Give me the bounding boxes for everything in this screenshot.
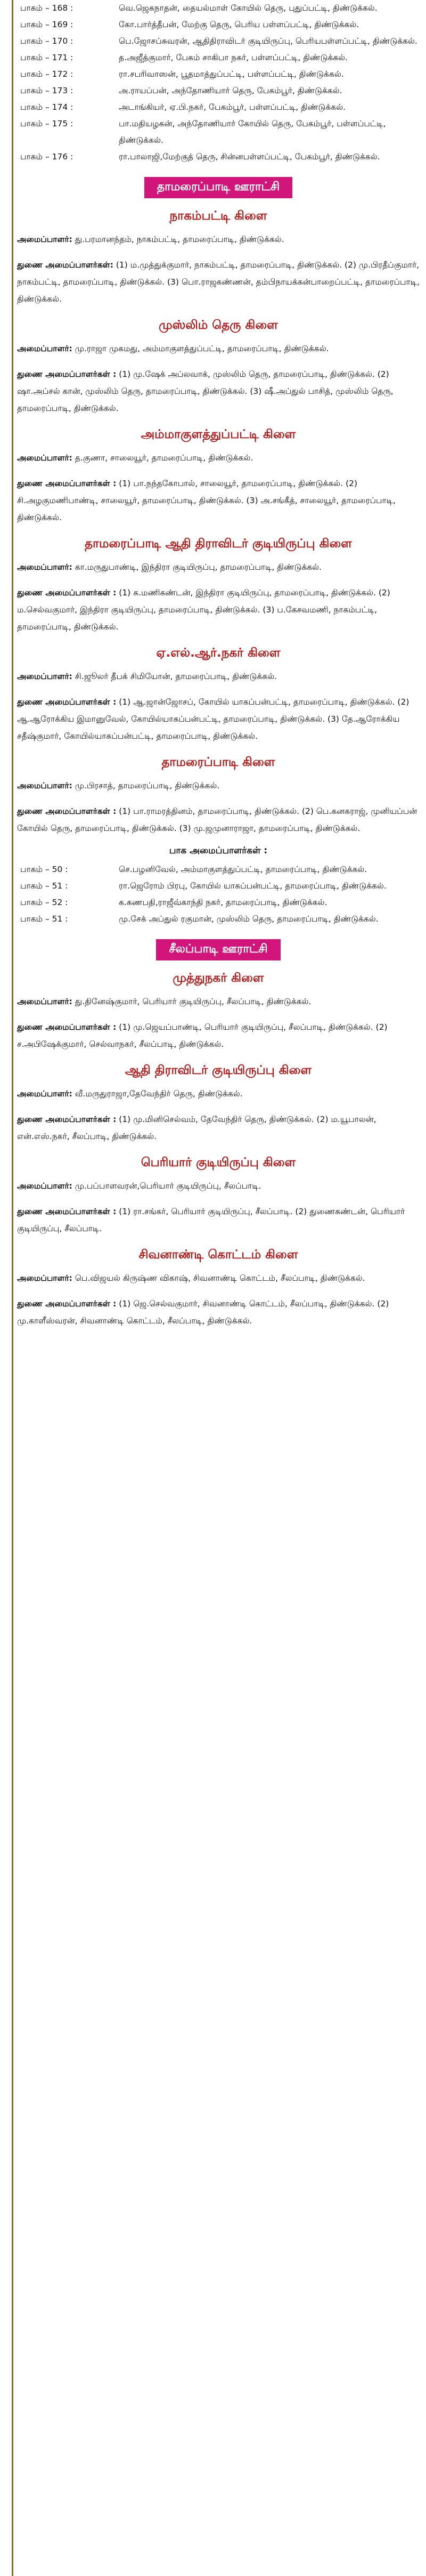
booth-label: பாகம் – 171 : xyxy=(20,53,73,62)
booth-text: செ.பழனிவேல், அம்மாகுளத்துப்பட்டி, தாமரைப்பாடி, திண்டுக்கல். xyxy=(119,865,367,874)
deputy-label: துணை அமைப்பாளர்கள் : xyxy=(17,1115,117,1124)
deputy-text: (1) பா.நந்தகோபால், சாலையூர், தாமரைப்பாடி, திண்டுக்கல். (2) சி.அழகுமணிபாண்டி, சாலையூர், தாமரைப்பாடி, திண்டுக்கல். (3) அ.சங்கீத், சாலையூர், தாமரைப்பாடி, திண்டுக்கல். xyxy=(17,479,396,522)
deputy-paragraph xyxy=(17,366,420,417)
organizer-label: அமைப்பாளர்: xyxy=(17,781,72,790)
booth-entry xyxy=(20,911,420,927)
booth-entry xyxy=(20,99,420,116)
booth-text: அ.ராயப்பன், அந்தோணியார் தெரு, பேகம்பூர், திண்டுக்கல். xyxy=(119,86,342,95)
deputy-text: (1) மு.ஜெயப்பாண்டி, பெரியார் குடியிருப்பு, சீலப்பாடி, திண்டுக்கல். (2) ச.அபிஷேக்குமார், செல்வாநகர், சீலப்பாடி, திண்டுக்கல். xyxy=(17,1022,388,1049)
booth-text: கோ.பார்த்தீபன், மேற்கு தெரு, பெரிய பள்ளப்பட்டி, திண்டுக்கல். xyxy=(119,20,359,29)
booth-label: பாகம் – 169 : xyxy=(20,20,73,29)
branch-heading: முஸ்லிம் தெரு கிளை xyxy=(159,318,278,332)
organizer-paragraph xyxy=(17,777,420,794)
deputy-paragraph xyxy=(17,584,420,635)
booth-text: பெ.ஜோசப்சுவரன், ஆதிதிராவிடர் குடியிருப்பு, பெரியபள்ளப்பட்டி, திண்டுக்கல். xyxy=(119,36,417,46)
booth-label: பாகம் – 175 : xyxy=(20,119,73,128)
booth-label: பாகம் – 50 : xyxy=(20,865,68,874)
booth-entry xyxy=(20,149,420,165)
booth-text: த.அஜீத்குமார், பேகம் சாகிபா நகர், பள்ளப்பட்டி, திண்டுக்கல். xyxy=(119,53,348,62)
booth-list-mid xyxy=(20,861,420,927)
deputy-paragraph xyxy=(17,1019,420,1053)
organizer-text: து.தினேஷ்குமார், பெரியார் குடியிருப்பு, சீலப்பாடி, திண்டுக்கல். xyxy=(72,997,312,1006)
deputy-label: துணை அமைப்பாளர்கள் : xyxy=(17,479,117,488)
branch-heading: பெரியார் குடியிருப்பு கிளை xyxy=(141,1156,296,1169)
booth-entry xyxy=(20,83,420,99)
deputy-paragraph xyxy=(17,1203,420,1237)
booth-entry xyxy=(20,116,420,149)
deputy-text: (1) மு.ஷேக் அப்லவாக், முஸ்லிம் தெரு, தாமரைப்பாடி, திண்டுக்கல். (2) ஷா.அப்சல் கான், முஸ்லிம் தெரு, தாமரைப்பாடி, திண்டுக்கல். (3) ஷீ.அப்துல் பாசித், முஸ்லிம் தெரு, தாமரைப்பாடி, திண்டுக்கல். xyxy=(17,369,394,413)
branch-heading: ஆதி திராவிடர் குடியிருப்பு கிளை xyxy=(125,1063,312,1077)
branch-section-2 xyxy=(17,971,420,1329)
organizer-label: அமைப்பாளர்: xyxy=(17,453,72,463)
booth-text: மு.சேக் அப்துல் ரகுமான், முஸ்லிம் தெரு, தாமரைப்பாடி, திண்டுக்கல். xyxy=(119,914,379,924)
organizer-label: அமைப்பாளர்: xyxy=(17,562,72,572)
deputy-label: துணை அமைப்பாளர்கள் : xyxy=(17,1299,117,1309)
organizer-text: வீ.மருதுராஜா,தேவேந்திர் தெரு, திண்டுக்கல். xyxy=(72,1089,243,1099)
organizer-text: து.பரமானந்தம், நாகம்பட்டி, தாமரைப்பாடி, திண்டுக்கல். xyxy=(72,235,284,244)
organizer-text: கா.மருதுபாண்டி, இந்திரா குடியிருப்பு, தாமரைப்பாடி, திண்டுக்கல். xyxy=(72,562,322,572)
booth-list-top xyxy=(20,0,420,165)
branch-heading: தாமரைப்பாடி ஆதி திராவிடர் குடியிருப்பு கிளை xyxy=(84,537,353,551)
deputy-label: துணை அமைப்பாளர்கள் : xyxy=(17,1022,117,1032)
deputy-text: (1) மு.மினிசெல்வம், தேவேந்திர் தெரு, திண்டுக்கல். (2) ம.யூபாலன், என்.எஸ்.நகர், சீலப்பாடி, திண்டுக்கல். xyxy=(17,1115,376,1141)
booth-label: பாகம் – 52 : xyxy=(20,898,68,907)
deputy-label: துணை அமைப்பாளர்கள்: xyxy=(17,260,113,270)
deputy-paragraph xyxy=(17,256,420,308)
booth-label: பாகம் – 168 : xyxy=(20,3,73,13)
organizer-label: அமைப்பாளர்: xyxy=(17,235,72,244)
organizer-paragraph xyxy=(17,559,420,576)
deputy-label: துணை அமைப்பாளர்கள் : xyxy=(17,369,117,379)
booth-entry xyxy=(20,0,420,17)
organizer-label: அமைப்பாளர்: xyxy=(17,1181,72,1191)
booth-label: பாகம் – 172 : xyxy=(20,69,73,79)
booth-label: பாகம் – 170 : xyxy=(20,36,73,46)
organizer-paragraph xyxy=(17,993,420,1010)
panchayat-banner-2 xyxy=(17,939,420,960)
organizer-paragraph xyxy=(17,231,420,248)
deputy-paragraph xyxy=(17,475,420,526)
panchayat-title: சீலப்பாடி ஊராட்சி xyxy=(156,939,280,960)
organizer-text: மு.பப்பாளவரன்,பெரியார் குடியிருப்பு, சீலப்பாடி. xyxy=(72,1181,261,1191)
booth-entry xyxy=(20,878,420,894)
panchayat-title: தாமரைப்பாடி ஊராட்சி xyxy=(144,177,292,198)
organizer-paragraph xyxy=(17,1085,420,1102)
booth-entry xyxy=(20,66,420,83)
organizer-text: த.குணா, சாலையூர், தாமரைப்பாடி, திண்டுக்கல். xyxy=(72,453,253,463)
organizer-text: மு.ராஜா முகமது, அம்மாகுளத்துப்பட்டி, தாமரைப்பாடி, திண்டுக்கல். xyxy=(72,344,329,353)
booth-entry xyxy=(20,50,420,66)
deputy-paragraph xyxy=(17,693,420,745)
organizer-text: சி.ஜூலர் தீபக் சிமியோன், தாமரைப்பாடி, திண்டுக்கல். xyxy=(72,672,277,681)
deputy-text: (1) ரா.சங்கர், பெரியார் குடியிருப்பு, சீலப்பாடி. (2) துணைகண்டன், பெரியார் குடியிருப்பு, சீலப்பாடி. xyxy=(17,1207,405,1233)
booth-label: பாகம் – 173 : xyxy=(20,86,73,95)
deputy-paragraph xyxy=(17,1111,420,1145)
deputy-text: (1) க.மணிகண்டன், இந்திரா குடியிருப்பு, தாமரைப்பாடி, திண்டுக்கல். (2) ம.செல்வகுமார், இந்திரா குடியிருப்பு, தாமரைப்பாடி, திண்டுக்கல். (3) ப.கேசவமணி, நாகம்பட்டி, தாமரைப்பாடி, திண்டுக்கல். xyxy=(17,588,390,632)
booth-label: பாகம் – 51 : xyxy=(20,914,68,924)
booth-text: க.கணபதி,ராஜீவ்காந்தி நகர், தாமரைப்பாடி, திண்டுக்கல். xyxy=(119,898,327,907)
booth-text: ரா.ஜெரோம் பிரபு, கோயில் யாகப்பன்பட்டி, தாமரைப்பாடி, திண்டுக்கல். xyxy=(119,881,387,891)
deputy-paragraph xyxy=(17,1295,420,1329)
organizer-label: அமைப்பாளர்: xyxy=(17,1273,72,1283)
booth-text: ரா.பாலாஜி,மேற்குத் தெரு, சின்னபள்ளப்பட்டி, பேகம்பூர், திண்டுக்கல். xyxy=(119,152,380,161)
branch-heading: நாகம்பட்டி கிளை xyxy=(169,209,267,223)
booth-label: பாகம் – 176 : xyxy=(20,152,73,161)
booth-text: அடாங்கியர், ஏ.பி.நகர், பேகம்பூர், பள்ளப்பட்டி, திண்டுக்கல். xyxy=(119,102,346,112)
branch-heading: ஏ.எல்.ஆர்.நகர் கிளை xyxy=(156,646,281,660)
branch-heading: தாமரைப்பாடி கிளை xyxy=(161,755,275,769)
booth-entry xyxy=(20,861,420,878)
deputy-text: (1) பா.ராமரத்தினம், தாமரைப்பாடி, திண்டுக்கல். (2) பெ.கனகராஜ், முனியப்பன் கோயில் தெரு, தாமரைப்பாடி, திண்டுக்கல். (3) மு.ஜமுனாராஜா, தாமரைப்பாடி, திண்டுக்கல். xyxy=(17,806,417,833)
organizer-paragraph xyxy=(17,1270,420,1287)
booth-entry xyxy=(20,17,420,33)
organizer-text: பெ.விஜயல் கிருஷ்ண விகாஷ், சிவனாண்டி கொட்டம், சீலப்பாடி, திண்டுக்கல். xyxy=(72,1273,365,1283)
booth-label: பாகம் – 51 : xyxy=(20,881,68,891)
branch-heading: சிவனாண்டி கொட்டம் கிளை xyxy=(138,1248,298,1262)
organizer-label: அமைப்பாளர்: xyxy=(17,1089,72,1099)
booth-label: பாகம் – 174 : xyxy=(20,102,73,112)
branch-heading: அம்மாகுளத்துப்பட்டி கிளை xyxy=(141,427,296,441)
panchayat-banner-1 xyxy=(17,177,420,198)
page-left-border xyxy=(12,0,13,2576)
organizer-paragraph xyxy=(17,449,420,466)
organizer-paragraph xyxy=(17,340,420,357)
deputy-paragraph xyxy=(17,803,420,837)
organizer-label: அமைப்பாளர்: xyxy=(17,672,72,681)
booth-text: பா.மதியழகன், அந்தோணியார் கோயில் தெரு, பேகம்பூர், பள்ளப்பட்டி, திண்டுக்கல். xyxy=(119,119,386,145)
organizer-text: மு.பிரசாத், தாமரைப்பாடி, திண்டுக்கல். xyxy=(72,781,220,790)
booth-entry xyxy=(20,894,420,911)
booth-text: ரா.சபரிவாஸன், பூதமாத்துப்பட்டி, பள்ளப்பட்டி, திண்டுக்கல். xyxy=(119,69,344,79)
deputy-text: (1) ஜெ.செல்வகுமார், சிவனாண்டி கொட்டம், சீலப்பாடி, திண்டுக்கல். (2) மு.காளீஸ்வரன், சிவனாண்டி கொட்டம், சீலப்பாடி, திண்டுக்கல். xyxy=(17,1299,389,1326)
organizer-paragraph xyxy=(17,1177,420,1194)
organizer-paragraph xyxy=(17,668,420,685)
deputy-text: (1) ம.முத்துக்குமார், நாகம்பட்டி, தாமரைப்பாடி, திண்டுக்கல். (2) மு.பிரதீப்குமார், நாகம்பட்டி, தாமரைப்பாடி, திண்டுக்கல். (3) பொ.ராஜகண்ணன், தம்பிநாயக்கன்பாறைப்பட்டி, தாமரைப்பாடி, திண்டுக்கல். xyxy=(17,260,420,304)
booth-entry xyxy=(20,33,420,50)
deputy-label: துணை அமைப்பாளர்கள் : xyxy=(17,806,117,816)
branch-heading: முத்துநகர் கிளை xyxy=(173,971,264,985)
deputy-label: துணை அமைப்பாளர்கள் : xyxy=(17,1207,117,1216)
deputy-label: துணை அமைப்பாளர்கள் : xyxy=(17,588,117,597)
document-page xyxy=(17,0,420,1338)
booth-text: வெ.ஜெகநாதன், தையல்மாள் கோயில் தெரு, புதுப்பட்டி, திண்டுக்கல். xyxy=(119,3,378,13)
branch-section-1 xyxy=(17,209,420,837)
organizer-label: அமைப்பாளர்: xyxy=(17,997,72,1006)
deputy-text: (1) ஆ.ஜான்ஜோசப், கோயில் யாகப்பன்பட்டி, தாமரைப்பாடி, திண்டுக்கல். (2) ஆ.ஆரோக்கிய இமானுவேல், கோயில்யாகப்பன்பட்டி, தாமரைப்பாடி, திண்டுக்கல். (3) தே.ஆரோக்கிய சதீஷ்குமார், கோயில்யாகப்பன்பட்டி, தாமரைப்பாடி, திண்டுக்கல். xyxy=(17,697,409,741)
deputy-label: துணை அமைப்பாளர்கள் : xyxy=(17,697,117,707)
organizer-label: அமைப்பாளர்: xyxy=(17,344,72,353)
booth-organizers-title: பாக அமைப்பாளர்கள் : xyxy=(169,845,268,856)
